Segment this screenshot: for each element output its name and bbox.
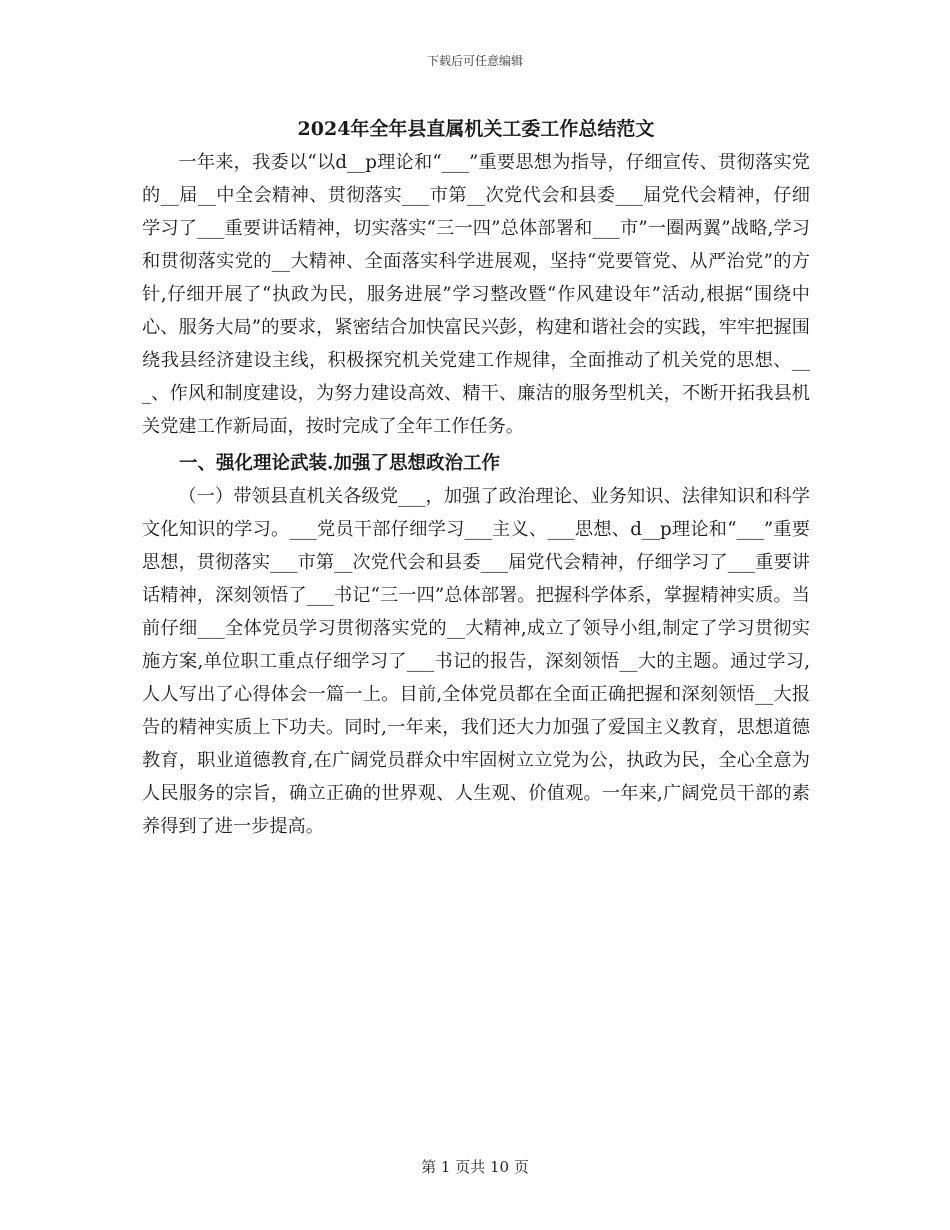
document-title: 2024年全年县直属机关工委工作总结范文	[297, 118, 655, 140]
intro-paragraph: 一年来，我委以“以d__p理论和“___”重要思想为指导，仔细宣传、贯彻落实党的__届__中全会精神、贯彻落实___市第__次党代会和县委___届党代会精神，仔细学习了___重要讲话精神，切实落实“三一四”总体部署和___市”一圈两翼”战略,学习和贯彻落实党的__大精神、全面落实科学进展观，坚持“党要管党、从严治党”的方针,仔细开展了“执政为民，服务进展”学习整改暨“作风建设年”活动,根据“围绕中心、服务大局”的要求，紧密结合加快富民兴彭，构建和谐社会的实践，牢牢把握围绕我县经济建设主线，积极探究机关党建工作规律，全面推动了机关党的思想、___、作风和制度建设，为努力建设高效、精干、廉洁的服务型机关，不断开拓我县机关党建工作新局面，按时完成了全年工作任务。	[142, 152, 810, 437]
page-header-note: 下载后可任意编辑	[426, 54, 523, 68]
page-footer: 第 1 页共 10 页	[421, 1158, 529, 1176]
section-paragraph: （一）带领县直机关各级党___，加强了政治理论、业务知识、法律知识和科学文化知识的学习。___党员干部仔细学习___主义、___思想、d__p理论和“___”重要思想，贯彻落实___市第__次党代会和县委___届党代会精神，仔细学习了___重要讲话精神，深刻领悟了___书记“三一四”总体部署。把握科学体系，掌握精神实质。当前仔细___全体党员学习贯彻落实党的__大精神,成立了领导小组,制定了学习贯彻实施方案,单位职工重点仔细学习了___书记的报告，深刻领悟__大的主题。通过学习,人人写出了心得体会一篇一上。目前,全体党员都在全面正确把握和深刻领悟__大报告的精神实质上下功夫。同时,一年来，我们还大力加强了爱国主义教育，思想道德教育，职业道德教育,在广阔党员群众中牢固树立立党为公，执政为民，全心全意为人民服务的宗旨，确立正确的世界观、人生观、价值观。一年来,广阔党员干部的素养得到了进一步提高。	[142, 486, 810, 837]
section-heading: 一、强化理论武装.加强了思想政治工作	[179, 453, 500, 474]
document-body	[142, 112, 810, 843]
